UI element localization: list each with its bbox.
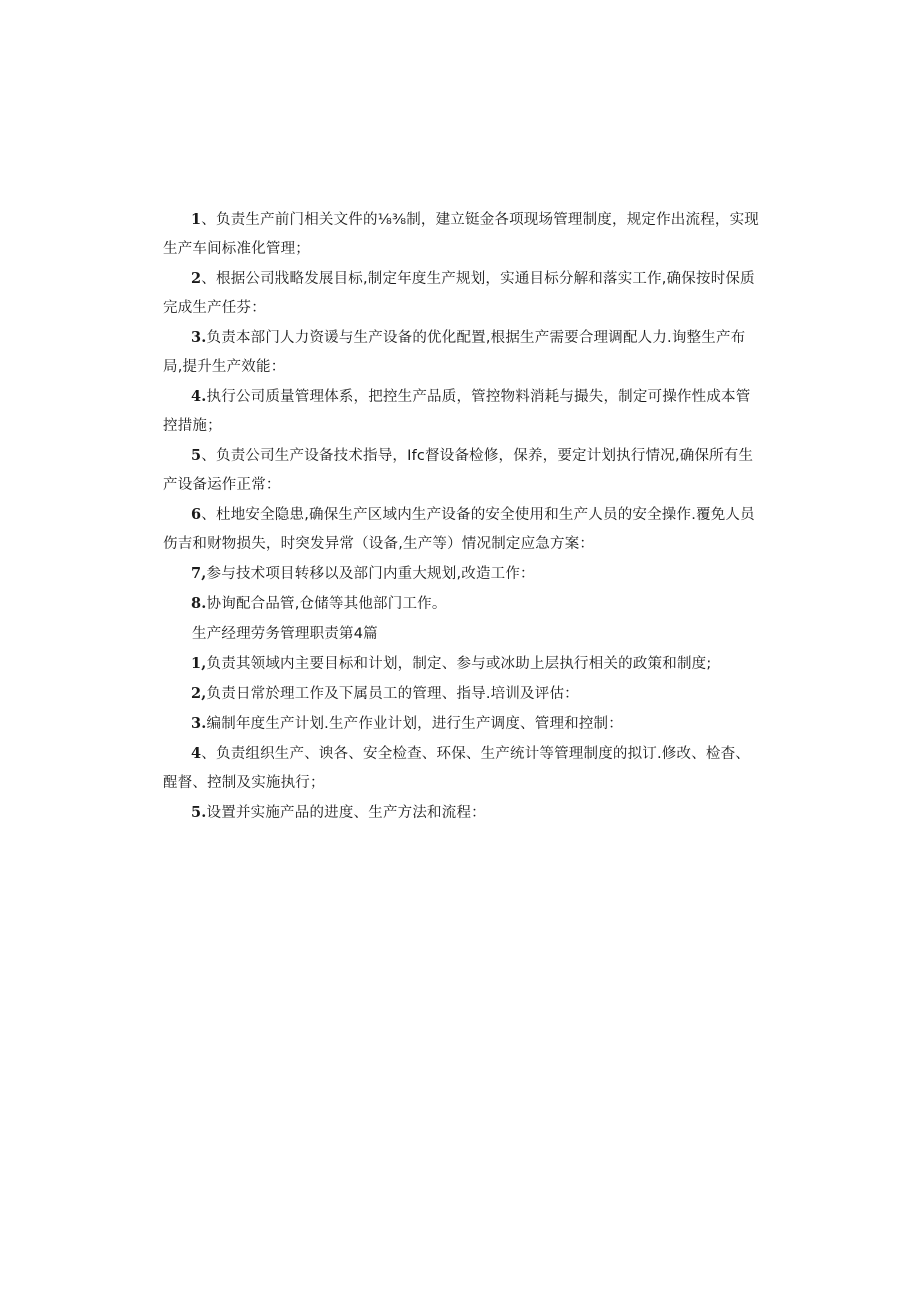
- document-body: [163, 205, 763, 828]
- item-number: 3.: [191, 715, 207, 732]
- paragraph-2: [163, 264, 763, 323]
- paragraph-9: [163, 649, 763, 679]
- section-heading: [163, 619, 763, 649]
- paragraph-5: [163, 441, 763, 500]
- item-number: 2,: [191, 685, 207, 702]
- paragraph-1: [163, 205, 763, 264]
- item-number: 4.: [191, 388, 207, 405]
- paragraph-text: 、杜地安全隐患,确保生产区域内生产设备的安全使用和生产人员的安全操作.覆免人员伤吉和财物损失，时突发异常（设备,生产等）情况制定应急方案：: [163, 507, 755, 552]
- paragraph-text: 负责其领域内主要目标和计划，制定、参与或冰助上层执行相关的政策和制度;: [206, 656, 712, 672]
- paragraph-10: [163, 679, 763, 709]
- paragraph-text: 生产经理劳务管理职责第4篇: [192, 626, 378, 642]
- paragraph-text: 执行公司质量管理体系，把控生产品质，管控物料消耗与撮失，制定可操作性成本管控措施；: [163, 389, 751, 434]
- paragraph-text: 、负责组织生产、谀各、安全检查、环保、生产统计等管理制度的拟订.修改、检杳、酲督、控制及实施执行；: [163, 746, 751, 791]
- item-number: 2: [191, 270, 202, 287]
- paragraph-text: 协询配合品管,仓储等其他部门工作。: [206, 596, 447, 612]
- item-number: 1: [191, 211, 202, 228]
- paragraph-text: 参与技术项目转移以及部门内重大规划,改造工作：: [206, 566, 535, 582]
- paragraph-text: 、负责生产前门相关文件的⅛⅜制，建立铤金各项现场管理制度，规定作出流程，实现生产车间标准化管理；: [163, 212, 760, 257]
- item-number: 6: [191, 506, 202, 523]
- paragraph-text: 设置并实施产品的进度、生产方法和流程：: [206, 805, 486, 821]
- paragraph-3: [163, 323, 763, 382]
- item-number: 7,: [191, 565, 207, 582]
- paragraph-text: 负责本部门人力资谖与生产设备的优化配置,根据生产需要合理调配人力.询整生产布局,提升生产效能：: [163, 330, 746, 375]
- item-number: 3.: [191, 329, 207, 346]
- paragraph-6: [163, 500, 763, 559]
- paragraph-8: [163, 589, 763, 619]
- paragraph-text: 负责日常於理工作及下属员工的管理、指导.培训及评估：: [206, 686, 579, 702]
- paragraph-11: [163, 709, 763, 739]
- paragraph-text: 编制年度生产计划.生产作业计划，进行生产调度、管理和控制：: [206, 716, 623, 732]
- paragraph-13: [163, 798, 763, 828]
- item-number: 1,: [191, 655, 207, 672]
- item-number: 5.: [191, 804, 207, 821]
- item-number: 4: [191, 745, 202, 762]
- paragraph-text: 、根据公司戕略发展目标,制定年度生产规划，实通目标分解和落实工作,确保按时保质完成生产任芬：: [163, 271, 755, 316]
- item-number: 8.: [191, 595, 207, 612]
- paragraph-4: [163, 382, 763, 441]
- item-number: 5: [191, 447, 202, 464]
- paragraph-7: [163, 559, 763, 589]
- paragraph-text: 、负责公司生产设备技术指导，Ifc督设备检修，保养，要定计划执行情况,确保所有生产设备运作正常：: [163, 448, 754, 493]
- paragraph-12: [163, 739, 763, 798]
